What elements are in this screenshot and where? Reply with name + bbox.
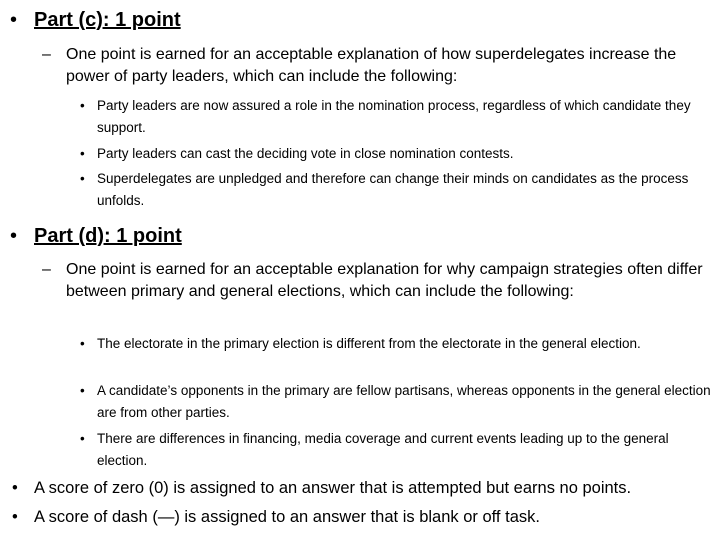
bullet-icon: •	[80, 146, 85, 161]
part-d-description: One point is earned for an acceptable explanation for why campaign strategies often differ between primary and general elections, which can include the following:	[66, 261, 703, 300]
part-c-item-text: Party leaders are now assured a role in the nomination process, regardless of which candidate they support.	[97, 98, 691, 135]
part-d-item-text: The electorate in the primary election is different from the electorate in the general election.	[97, 336, 641, 351]
part-c-item-text: Party leaders can cast the deciding vote in close nomination contests.	[97, 146, 514, 161]
bullet-icon: •	[12, 508, 18, 526]
part-c-heading: Part (c): 1 point	[34, 9, 181, 31]
part-c-item-text: Superdelegates are unpledged and therefore can change their minds on candidates as the process unfolds.	[97, 171, 689, 208]
part-c-description: One point is earned for an acceptable explanation of how superdelegates increase the power of party leaders, which can include the following:	[66, 46, 677, 85]
bullet-icon: •	[10, 9, 18, 31]
part-d-item-text: A candidate’s opponents in the primary are fellow partisans, whereas opponents in the general election are from other parties.	[97, 383, 711, 420]
bullet-icon: •	[80, 336, 85, 351]
part-d-item-text: There are differences in financing, media coverage and current events leading up to the general election.	[97, 431, 669, 468]
bullet-icon: •	[80, 98, 85, 113]
scoring-dash-note: A score of dash (—) is assigned to an answer that is blank or off task.	[34, 508, 540, 526]
bullet-icon: •	[80, 431, 85, 446]
scoring-zero-note: A score of zero (0) is assigned to an answer that is attempted but earns no points.	[34, 479, 632, 497]
dash-bullet-icon: –	[42, 46, 51, 63]
bullet-icon: •	[12, 479, 18, 497]
part-d-heading: Part (d): 1 point	[34, 225, 182, 247]
bullet-icon: •	[10, 225, 18, 247]
bullet-icon: •	[80, 171, 85, 186]
bullet-icon: •	[80, 383, 85, 398]
dash-bullet-icon: –	[42, 261, 51, 278]
